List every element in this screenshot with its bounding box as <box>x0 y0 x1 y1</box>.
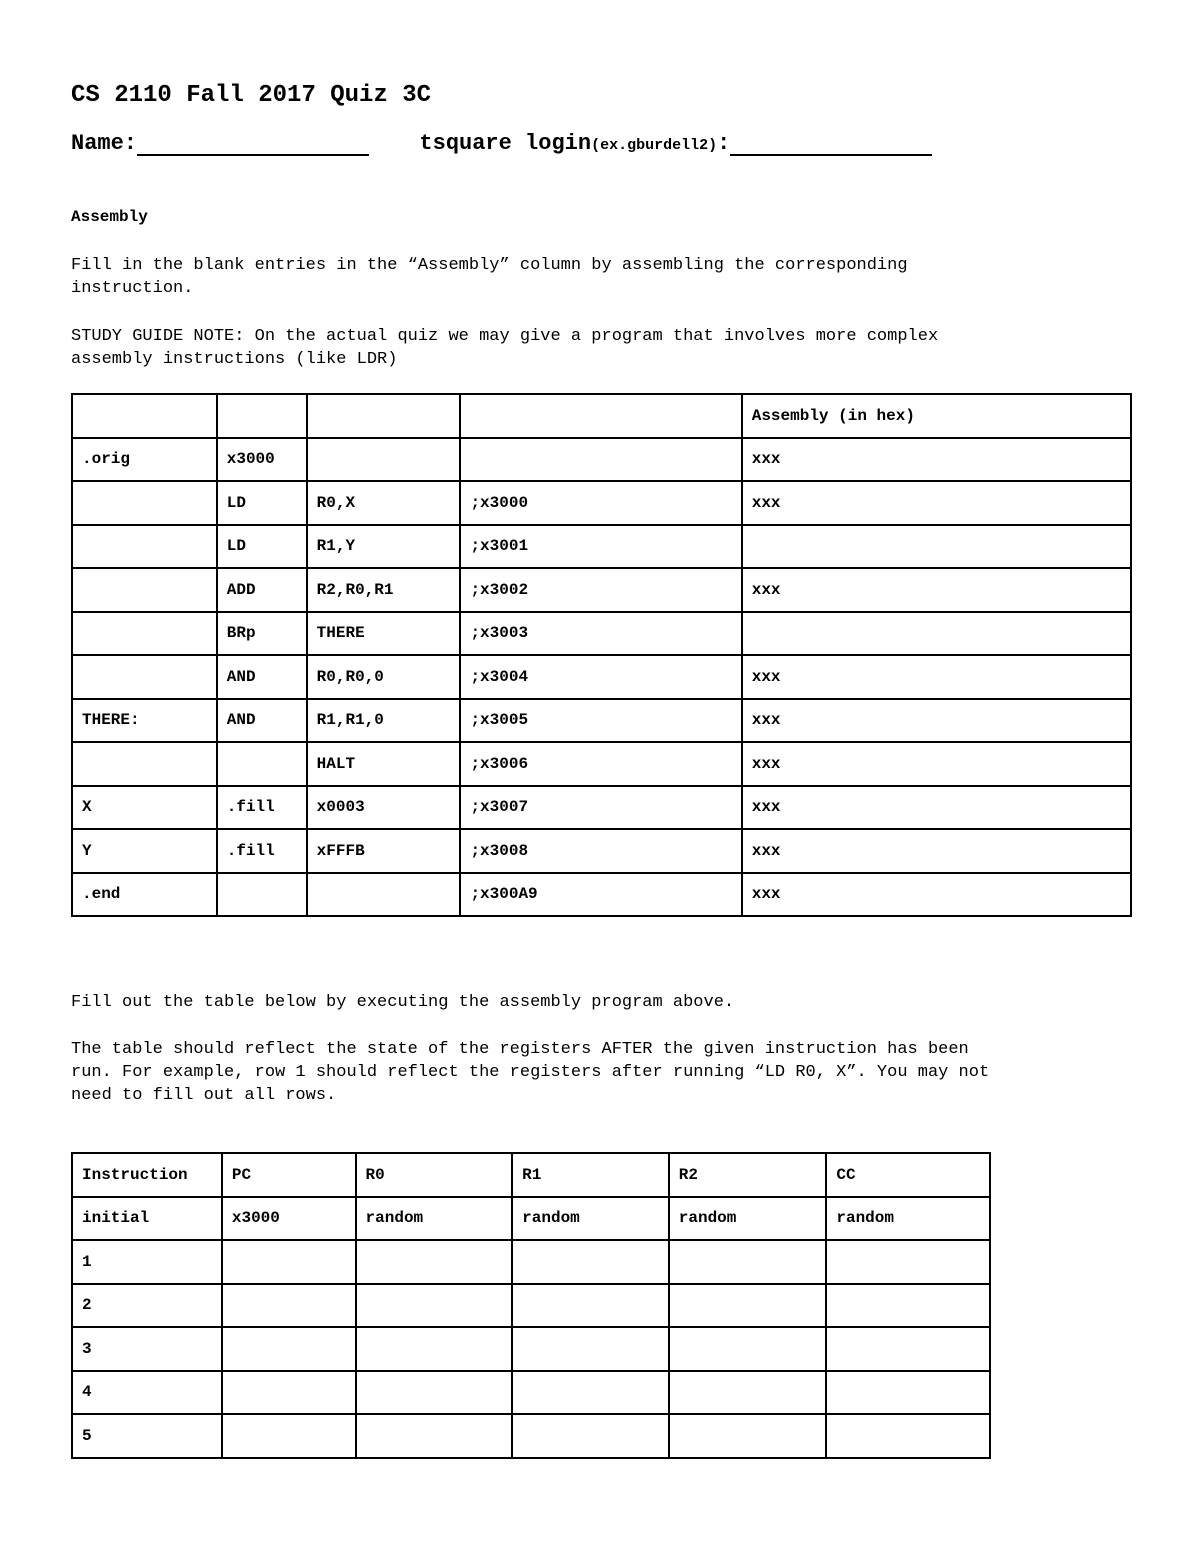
register-table-header-cell: R0 <box>356 1153 513 1197</box>
assembly-table-cell: R1,Y <box>307 525 461 569</box>
assembly-table-row <box>72 786 1131 830</box>
study-guide-note: STUDY GUIDE NOTE: On the actual quiz we may give a program that involves more complex assembly instructions (like LDR) <box>71 327 939 369</box>
register-table-cell[interactable] <box>222 1240 356 1284</box>
assembly-table-cell: ;x3008 <box>460 829 741 873</box>
login-colon: : <box>717 131 731 156</box>
assembly-table-row <box>72 481 1131 525</box>
register-table-row <box>72 1284 990 1328</box>
register-table-header-cell: Instruction <box>72 1153 222 1197</box>
assembly-table-row <box>72 829 1131 873</box>
register-table-cell[interactable] <box>669 1371 827 1415</box>
register-table-cell[interactable] <box>356 1327 513 1371</box>
assembly-table-cell: .fill <box>217 786 307 830</box>
assembly-table-header-row <box>72 394 1131 438</box>
assembly-table-cell: xxx <box>742 829 1131 873</box>
assembly-table-cell: LD <box>217 525 307 569</box>
assembly-table-cell: ;x3007 <box>460 786 741 830</box>
assembly-table <box>71 393 1132 917</box>
register-table <box>71 1152 991 1459</box>
register-table-header-cell: R1 <box>512 1153 669 1197</box>
assembly-table-cell: x0003 <box>307 786 461 830</box>
assembly-table-cell: ;x3005 <box>460 699 741 743</box>
assembly-table-cell: HALT <box>307 742 461 786</box>
register-table-cell: random <box>356 1197 513 1241</box>
assembly-table-cell: ;x3003 <box>460 612 741 656</box>
assembly-table-cell: R2,R0,R1 <box>307 568 461 612</box>
assembly-table-cell[interactable] <box>742 525 1131 569</box>
register-table-cell[interactable] <box>512 1240 669 1284</box>
assembly-table-cell[interactable] <box>72 655 217 699</box>
register-table-cell[interactable] <box>356 1284 513 1328</box>
assembly-table-header-cell <box>217 394 307 438</box>
execution-note: The table should reflect the state of the registers AFTER the given instruction has been run. For example, row 1 should reflect the registers after running “LD R0, X”. You may not need to fill out all rows. <box>71 1040 990 1105</box>
register-table-cell[interactable] <box>512 1327 669 1371</box>
assembly-table-cell: x3000 <box>217 438 307 482</box>
assembly-table-cell: ;x3004 <box>460 655 741 699</box>
assembly-table-row <box>72 655 1131 699</box>
assembly-table-row <box>72 525 1131 569</box>
assembly-table-row <box>72 699 1131 743</box>
execution-instructions: Fill out the table below by executing the assembly program above. <box>71 993 735 1012</box>
assembly-table-cell: AND <box>217 699 307 743</box>
assembly-table-row <box>72 612 1131 656</box>
register-table-cell[interactable] <box>826 1327 990 1371</box>
login-label: tsquare login <box>419 131 592 156</box>
assembly-table-cell: R0,R0,0 <box>307 655 461 699</box>
assembly-table-header-cell: Assembly (in hex) <box>742 394 1131 438</box>
section-heading: Assembly <box>71 208 148 226</box>
name-label: Name: <box>71 131 138 156</box>
register-table-cell[interactable] <box>669 1240 827 1284</box>
register-table-cell: random <box>669 1197 827 1241</box>
register-table-cell: x3000 <box>222 1197 356 1241</box>
assembly-table-cell: R0,X <box>307 481 461 525</box>
register-table-cell[interactable] <box>826 1284 990 1328</box>
register-table-cell[interactable] <box>826 1414 990 1458</box>
register-table-header-cell: PC <box>222 1153 356 1197</box>
register-table-row <box>72 1371 990 1415</box>
assembly-table-cell: xxx <box>742 655 1131 699</box>
register-table-cell: 1 <box>72 1240 222 1284</box>
register-table-cell[interactable] <box>222 1414 356 1458</box>
register-table-cell[interactable] <box>669 1327 827 1371</box>
register-table-cell: 2 <box>72 1284 222 1328</box>
assembly-table-cell: ADD <box>217 568 307 612</box>
assembly-table-cell: xxx <box>742 742 1131 786</box>
register-table-cell: 3 <box>72 1327 222 1371</box>
assembly-table-cell: ;x3002 <box>460 568 741 612</box>
register-table-cell: random <box>512 1197 669 1241</box>
assembly-table-cell: xxx <box>742 481 1131 525</box>
assembly-table-cell: ;x300A9 <box>460 873 741 917</box>
register-table-row <box>72 1327 990 1371</box>
assembly-table-cell: THERE: <box>72 699 217 743</box>
assembly-table-header-cell <box>460 394 741 438</box>
register-table-header-cell: R2 <box>669 1153 827 1197</box>
assembly-table-cell[interactable] <box>217 742 307 786</box>
assembly-table-cell: xxx <box>742 699 1131 743</box>
assembly-table-header-cell <box>307 394 461 438</box>
register-table-cell[interactable] <box>222 1371 356 1415</box>
assembly-table-cell: Y <box>72 829 217 873</box>
register-table-cell: 5 <box>72 1414 222 1458</box>
name-login-line <box>71 130 932 156</box>
assembly-table-cell[interactable] <box>72 481 217 525</box>
assembly-table-cell: AND <box>217 655 307 699</box>
register-table-header-row <box>72 1153 990 1197</box>
assembly-table-cell: xxx <box>742 786 1131 830</box>
register-table-cell[interactable] <box>222 1327 356 1371</box>
login-blank[interactable] <box>730 130 932 156</box>
register-table-cell[interactable] <box>222 1284 356 1328</box>
assembly-table-cell[interactable] <box>307 438 461 482</box>
name-blank[interactable] <box>137 130 369 156</box>
assembly-table-cell[interactable] <box>72 612 217 656</box>
assembly-table-row <box>72 568 1131 612</box>
assembly-table-cell: xxx <box>742 568 1131 612</box>
assembly-table-row <box>72 742 1131 786</box>
assembly-table-cell: ;x3000 <box>460 481 741 525</box>
assembly-table-cell: .fill <box>217 829 307 873</box>
assembly-table-cell: LD <box>217 481 307 525</box>
assembly-table-cell: .end <box>72 873 217 917</box>
register-table-row <box>72 1240 990 1284</box>
register-table-cell: random <box>826 1197 990 1241</box>
register-table-cell[interactable] <box>669 1414 827 1458</box>
assembly-table-row <box>72 438 1131 482</box>
assembly-table-cell: .orig <box>72 438 217 482</box>
assembly-table-cell: xFFFB <box>307 829 461 873</box>
register-table-cell: 4 <box>72 1371 222 1415</box>
assembly-table-cell: R1,R1,0 <box>307 699 461 743</box>
register-table-cell[interactable] <box>512 1371 669 1415</box>
register-table-row <box>72 1197 990 1241</box>
assembly-table-cell[interactable] <box>72 568 217 612</box>
assembly-table-cell: xxx <box>742 873 1131 917</box>
register-table-cell[interactable] <box>669 1284 827 1328</box>
assembly-table-cell[interactable] <box>72 742 217 786</box>
assembly-table-cell: ;x3006 <box>460 742 741 786</box>
assembly-table-cell: X <box>72 786 217 830</box>
assembly-table-cell: THERE <box>307 612 461 656</box>
register-table-cell[interactable] <box>826 1371 990 1415</box>
register-table-cell[interactable] <box>356 1414 513 1458</box>
assembly-table-cell: BRp <box>217 612 307 656</box>
assembly-table-header-cell <box>72 394 217 438</box>
assembly-table-row <box>72 873 1131 917</box>
assembly-table-cell[interactable] <box>460 438 741 482</box>
register-table-header-cell: CC <box>826 1153 990 1197</box>
assembly-table-cell[interactable] <box>742 612 1131 656</box>
register-table-cell[interactable] <box>356 1371 513 1415</box>
register-table-cell: initial <box>72 1197 222 1241</box>
assembly-table-cell[interactable] <box>217 873 307 917</box>
register-table-cell[interactable] <box>356 1240 513 1284</box>
login-hint: (ex.gburdell2) <box>591 137 718 154</box>
page-title: CS 2110 Fall 2017 Quiz 3C <box>71 82 432 109</box>
register-table-cell[interactable] <box>826 1240 990 1284</box>
register-table-row <box>72 1414 990 1458</box>
register-table-cell[interactable] <box>512 1284 669 1328</box>
assembly-table-cell: ;x3001 <box>460 525 741 569</box>
assembly-table-cell[interactable] <box>307 873 461 917</box>
register-table-cell[interactable] <box>512 1414 669 1458</box>
assembly-table-cell: xxx <box>742 438 1131 482</box>
assembly-table-cell[interactable] <box>72 525 217 569</box>
assembly-instructions: Fill in the blank entries in the “Assembly” column by assembling the corresponding instruction. <box>71 256 908 298</box>
